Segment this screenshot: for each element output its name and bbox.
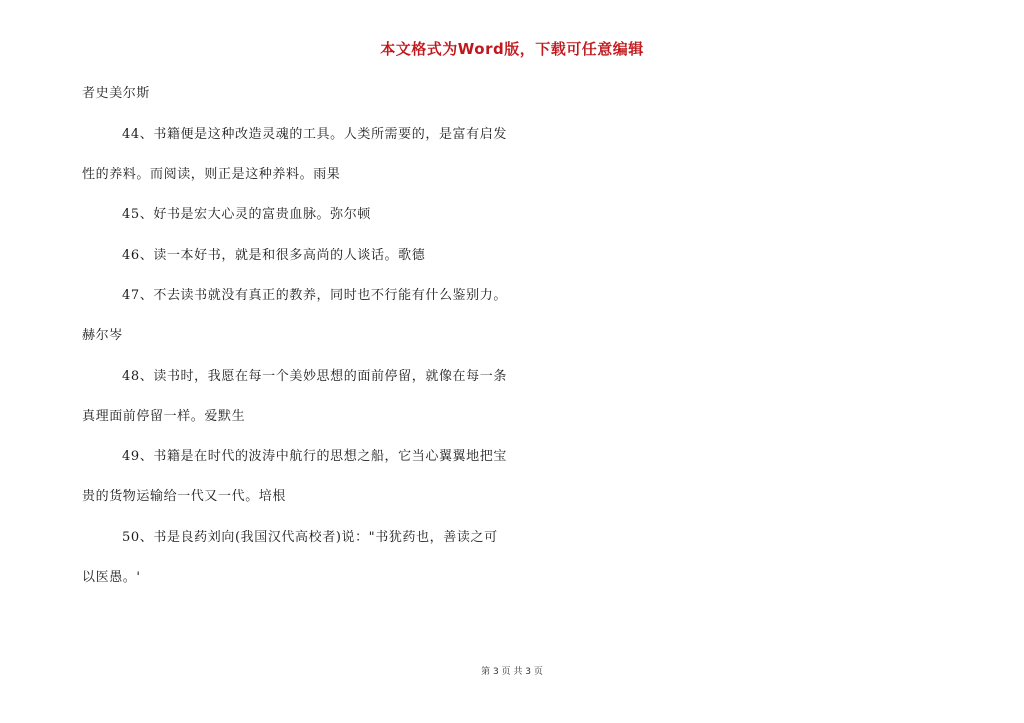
body-text-line: 45、好书是宏大心灵的富贵血脉。弥尔顿 [122,207,371,222]
body-text-line: 以医愚。' [82,570,141,585]
body-text-line: 49、书籍是在时代的波涛中航行的思想之船，它当心翼翼地把宝 [122,449,507,464]
body-text-line: 者史美尔斯 [82,86,151,101]
body-text-line: 贵的货物运输给一代又一代。培根 [82,489,287,504]
body-text-line: 46、读一本好书，就是和很多高尚的人谈话。歌德 [122,248,426,263]
body-text-line: 真理面前停留一样。爱默生 [82,409,246,424]
body-text-line: 50、书是良药刘向(我国汉代高校者)说："书犹药也，善读之可 [122,530,498,545]
page-number-footer: 第 3 页 共 3 页 [481,667,543,677]
body-text-line: 47、不去读书就没有真正的教养，同时也不行能有什么鉴别力。 [122,288,507,303]
document-header-title: 本文格式为Word版，下载可任意编辑 [380,40,644,58]
body-text-line: 44、书籍便是这种改造灵魂的工具。人类所需要的，是富有启发 [122,127,507,142]
body-text-line: 性的养料。而阅读，则正是这种养料。雨果 [82,167,341,182]
body-text-line: 48、读书时，我愿在每一个美妙思想的面前停留，就像在每一条 [122,369,507,384]
body-text-line: 赫尔岑 [82,328,123,343]
